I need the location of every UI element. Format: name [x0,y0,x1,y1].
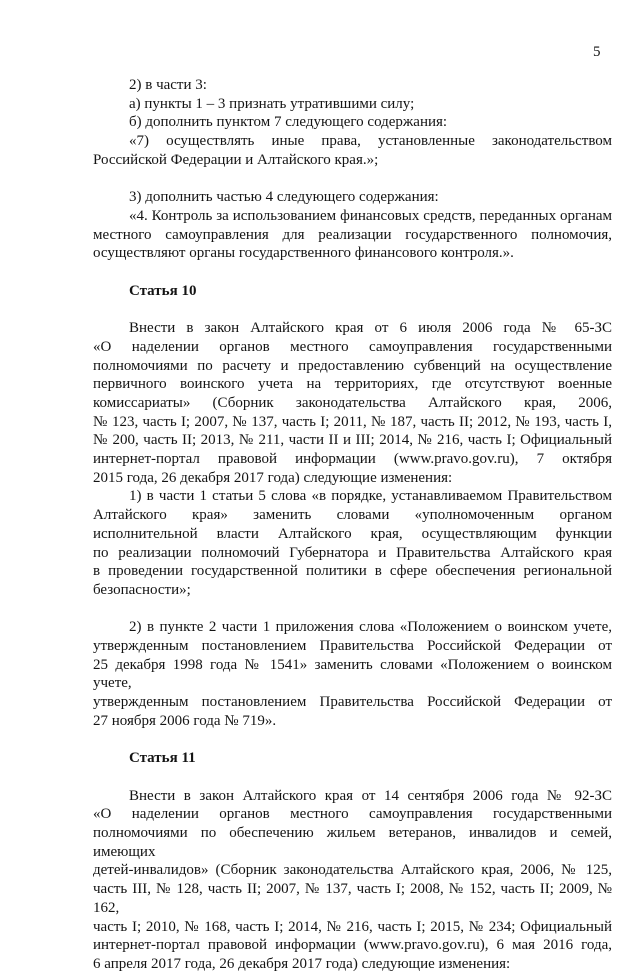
paragraph-item-a: а) пункты 1 – 3 признать утратившими силу; [129,95,415,112]
paragraph-part4: 3) дополнить частью 4 следующего содержания: [129,189,439,206]
article-10-change1-line: Алтайского края» заменить словами «уполномоченным органом [93,507,612,524]
quote-item-7-line2: Российской Федерации и Алтайского края.»; [93,151,379,168]
quote-part4-line3: осуществляют органы государственного финансового контроля.». [93,245,514,262]
spacer [93,731,612,750]
paragraph-part3: 2) в части 3: [129,77,207,93]
article-10-intro-line: первичного воинского учета на территориях, где отсутствуют военные [93,376,612,393]
article-11-intro-line: «О наделении органов местного самоуправления государственными [93,806,612,823]
article-10-intro-line: интернет-портал правовой информации (www.pravo.gov.ru), 7 октября [93,451,612,468]
article-11-intro-line: часть I; 2010, № 168, часть I; 2014, № 216, часть I; 2015, № 234; Официальный [93,918,612,935]
article-10-intro-line: № 123, часть I; 2007, № 137, часть I; 2011, № 187, часть II; 2012, № 193, часть I, [93,413,612,430]
article-11-intro-line: детей-инвалидов» (Сборник законодательства Алтайского края, 2006, № 125, [93,862,612,879]
page-number: 5 [593,44,601,60]
article-11-intro-line: полномочиями по обеспечению жильем ветеранов, инвалидов и семей, имеющих [93,825,612,860]
article-10-intro-line: Внести в закон Алтайского края от 6 июля 2006 года № 65-ЗС [129,320,612,337]
article-10-change2-line: 25 декабря 1998 года № 1541» заменить словами «Положением о воинском учете, [93,656,612,692]
article-10-change2-line: 2) в пункте 2 части 1 приложения слова «Положением о воинском учете, [129,619,612,636]
spacer [93,600,612,619]
article-10-intro-line: 2015 года, 26 декабря 2017 года) следующие изменения: [93,469,453,486]
article-10-intro-line: полномочиями по расчету и предоставлению субвенций на осуществление [93,357,612,374]
paragraph-item-b: б) дополнить пунктом 7 следующего содержания: [129,114,448,131]
quote-part4-line1: «4. Контроль за использованием финансовых средств, переданных органам [129,207,612,224]
article-11-intro-line: часть III, № 128, часть II; 2007, № 137, часть I; 2008, № 152, часть II; 2009, № 162, [93,881,612,916]
spacer [93,300,612,319]
article-10-change2-line: утвержденным постановлением Правительства Российской Федерации от [93,694,612,711]
article-10-change1-line: в проведении государственной политики в сфере обеспечения региональной [93,563,612,580]
quote-item-7-line1: «7) осуществлять иные права, установленные законодательством [129,133,612,150]
article-11-intro-line: Внести в закон Алтайского края от 14 сентября 2006 года № 92-ЗС [129,787,612,804]
article-10-change2-line: утвержденным постановлением Правительства Российской Федерации от [93,638,612,655]
article-10-intro-line: № 200, часть II; 2013, № 211, части II и III; 2014, № 216, часть I; Официальный [93,432,612,449]
article-11-heading: Статья 11 [129,750,196,767]
article-10-change1-line: исполнительной власти Алтайского края, осуществляющим функции [93,525,612,542]
article-10-change2-line: 27 ноября 2006 года № 719». [93,712,277,729]
article-11-intro-line: интернет-портал правовой информации (www.pravo.gov.ru), 6 мая 2016 года, [93,937,612,954]
article-10-heading: Статья 10 [129,282,197,299]
article-10-change1-line: по реализации полномочий Губернатора и Правительства Алтайского края [93,544,612,561]
article-10-change1-line: 1) в части 1 статьи 5 слова «в порядке, устанавливаемом Правительством [129,488,612,505]
article-10-intro-line: «О наделении органов местного самоуправления государственными [93,338,612,355]
article-10-intro-line: комиссариаты» (Сборник законодательства Алтайского края, 2006, [93,394,612,411]
spacer [93,170,612,189]
spacer [93,263,612,282]
quote-part4-line2: местного самоуправления для реализации государственного полномочия, [93,226,612,243]
spacer [93,768,612,787]
article-11-intro-line: 6 апреля 2017 года, 26 декабря 2017 года) следующие изменения: [93,955,511,972]
article-10-change1-line: безопасности»; [93,581,191,598]
